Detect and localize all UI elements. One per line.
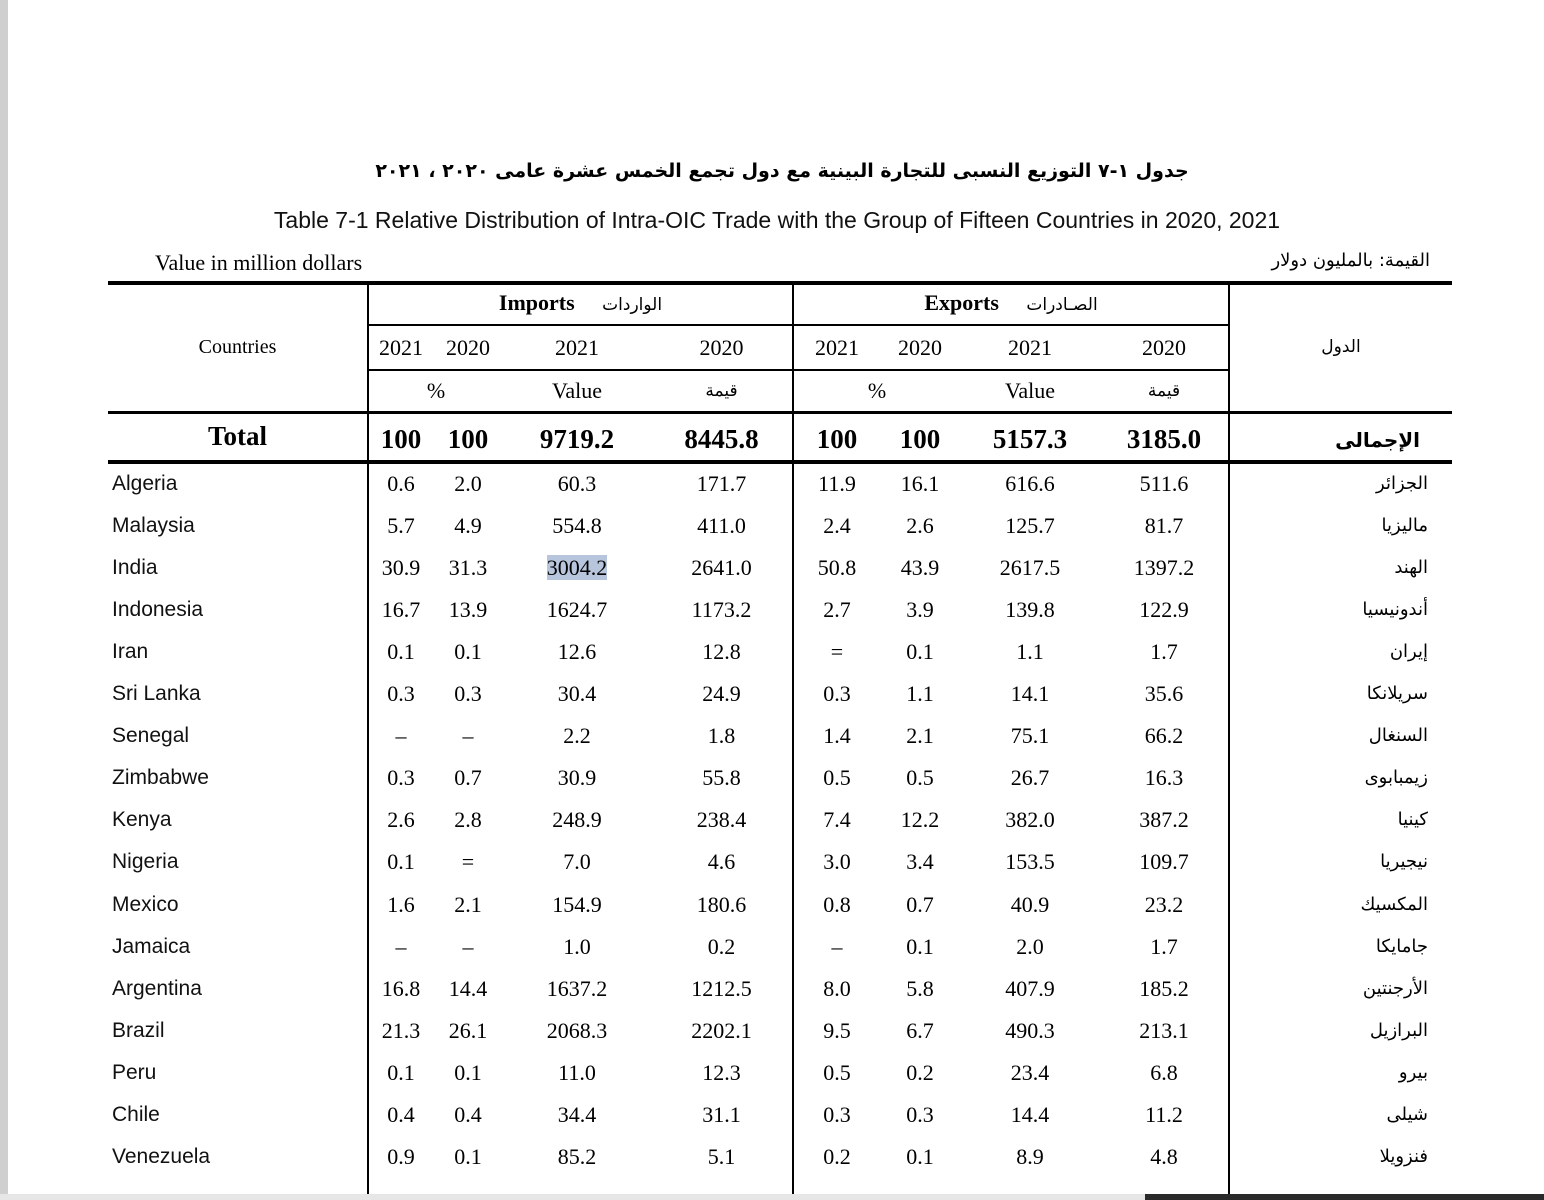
imports-cell: 31.3 xyxy=(448,555,488,580)
exports-cell: 8.9 xyxy=(1016,1144,1044,1169)
unit-note-english: Value in million dollars xyxy=(155,250,363,275)
country-name-arabic: الأرجنتين xyxy=(1362,978,1428,999)
total-imports-pct-2020: 100 xyxy=(447,424,489,454)
exports-cell: 14.4 xyxy=(1010,1102,1050,1127)
exports-cell: 8.0 xyxy=(823,976,851,1001)
header-imports-value: Value xyxy=(551,378,603,403)
exports-cell: 23.2 xyxy=(1144,892,1184,917)
exports-cell: 3.9 xyxy=(906,597,934,622)
country-name: Iran xyxy=(112,640,149,663)
exports-cell: 0.2 xyxy=(906,1060,934,1085)
column-divider-arabic xyxy=(1228,283,1230,1194)
imports-cell: 248.9 xyxy=(552,807,602,832)
country-name-arabic: إيران xyxy=(1389,641,1428,662)
exports-cell: 6.7 xyxy=(906,1018,934,1043)
total-exports-val-2020: 3185.0 xyxy=(1126,424,1202,454)
exports-cell: 3.4 xyxy=(906,849,934,874)
imports-cell: 55.8 xyxy=(702,765,741,790)
imports-cell: 31.1 xyxy=(702,1102,741,1127)
header-imports-value-ar: قيمة xyxy=(705,381,738,401)
header-exports-value: Value xyxy=(1004,378,1056,403)
country-name-arabic: جامايكا xyxy=(1375,936,1428,957)
group-header-rule xyxy=(369,324,1229,326)
imports-cell: 11.0 xyxy=(558,1060,596,1085)
imports-cell: 0.7 xyxy=(454,765,482,790)
country-name-arabic: أندونيسيا xyxy=(1362,599,1428,620)
exports-cell: 16.3 xyxy=(1144,765,1184,790)
total-exports-val-2021: 5157.3 xyxy=(992,424,1068,454)
header-exports-pct: % xyxy=(867,378,887,403)
header-countries-arabic: الدول xyxy=(1321,337,1361,357)
imports-cell: 1173.2 xyxy=(691,597,752,622)
exports-cell: 2.0 xyxy=(1016,934,1044,959)
country-name: Chile xyxy=(112,1103,160,1126)
exports-cell: 6.8 xyxy=(1150,1060,1178,1085)
exports-cell: 122.9 xyxy=(1139,597,1189,622)
imports-cell xyxy=(503,555,651,581)
exports-cell: 139.8 xyxy=(1005,597,1055,622)
country-name: Indonesia xyxy=(112,598,204,621)
exports-cell: 11.9 xyxy=(818,471,856,496)
country-name: Venezuela xyxy=(112,1145,211,1168)
exports-cell: 125.7 xyxy=(1005,513,1055,538)
unit-note-arabic: القيمة: بالمليون دولار xyxy=(1271,250,1430,271)
total-exports-pct-2021: 100 xyxy=(816,424,858,454)
exports-cell: 81.7 xyxy=(1144,513,1184,538)
exports-cell: 35.6 xyxy=(1144,681,1184,706)
imports-cell: 2.6 xyxy=(387,807,415,832)
exports-cell: 490.3 xyxy=(1005,1018,1055,1043)
total-label: Total xyxy=(207,421,268,451)
country-name-arabic: ماليزيا xyxy=(1381,515,1428,536)
imports-cell: 1.8 xyxy=(707,723,736,748)
country-name-arabic: الجزائر xyxy=(1376,473,1428,494)
country-name: Malaysia xyxy=(112,514,195,537)
imports-cell: 0.4 xyxy=(387,1102,415,1127)
exports-cell: 0.3 xyxy=(823,681,851,706)
imports-cell: 2.2 xyxy=(563,723,591,748)
country-name: Nigeria xyxy=(112,850,179,873)
exports-cell: 3.0 xyxy=(823,849,851,874)
header-exports-pct-2021: 2021 xyxy=(815,335,859,360)
imports-cell: 5.1 xyxy=(707,1144,736,1169)
header-imports-en: Imports xyxy=(498,290,575,315)
total-label-arabic: الإجمالى xyxy=(1335,428,1420,452)
header-exports-group xyxy=(794,290,1228,318)
imports-cell: 5.7 xyxy=(387,513,415,538)
exports-cell: 1.1 xyxy=(906,681,934,706)
header-imports-val-2020: 2020 xyxy=(699,335,744,360)
exports-cell: 2617.5 xyxy=(999,555,1061,580)
exports-cell: 1.1 xyxy=(1016,639,1044,664)
exports-cell: 0.5 xyxy=(823,1060,851,1085)
imports-cell: 2641.0 xyxy=(691,555,752,580)
exports-cell: 40.9 xyxy=(1010,892,1050,917)
imports-cell: 0.1 xyxy=(387,849,415,874)
exports-cell: 382.0 xyxy=(1005,807,1055,832)
country-name-arabic: بيرو xyxy=(1398,1062,1428,1083)
country-name-arabic: شيلى xyxy=(1386,1104,1428,1125)
imports-cell: 2202.1 xyxy=(691,1018,752,1043)
exports-cell: 1.4 xyxy=(823,723,851,748)
total-imports-pct-2021: 100 xyxy=(380,424,422,454)
header-bottom-rule xyxy=(108,411,1452,414)
imports-cell: 0.1 xyxy=(454,639,482,664)
exports-cell: 66.2 xyxy=(1144,723,1184,748)
imports-cell: – xyxy=(395,934,407,959)
imports-cell: 14.4 xyxy=(448,976,488,1001)
country-name: Jamaica xyxy=(112,935,191,958)
exports-cell: 9.5 xyxy=(823,1018,851,1043)
imports-cell: 171.7 xyxy=(696,471,747,496)
imports-cell: 0.3 xyxy=(387,765,415,790)
imports-cell: 1212.5 xyxy=(691,976,752,1001)
exports-cell: 0.1 xyxy=(906,639,934,664)
exports-cell: 0.5 xyxy=(906,765,934,790)
imports-cell: 2.8 xyxy=(454,807,482,832)
country-name: Zimbabwe xyxy=(112,766,209,789)
imports-cell: 16.8 xyxy=(381,976,421,1001)
country-name: Algeria xyxy=(112,472,178,495)
total-bottom-rule xyxy=(108,460,1452,464)
total-exports-pct-2020: 100 xyxy=(899,424,941,454)
exports-cell: 0.3 xyxy=(906,1102,934,1127)
selected-text: 3004.2 xyxy=(546,555,608,580)
imports-cell: 238.4 xyxy=(696,807,747,832)
imports-cell: 60.3 xyxy=(557,471,597,496)
table-top-rule xyxy=(108,281,1452,285)
imports-cell: 4.6 xyxy=(707,849,736,874)
exports-cell: 5.8 xyxy=(906,976,934,1001)
exports-cell: 0.8 xyxy=(823,892,851,917)
imports-cell: 0.9 xyxy=(387,1144,415,1169)
exports-cell: 0.1 xyxy=(906,1144,934,1169)
country-name: Kenya xyxy=(112,808,172,831)
imports-cell: 30.9 xyxy=(557,765,597,790)
imports-cell: – xyxy=(462,934,474,959)
imports-cell: 1.6 xyxy=(387,892,415,917)
imports-cell: – xyxy=(462,723,474,748)
country-name: Mexico xyxy=(112,893,179,916)
imports-cell: 1624.7 xyxy=(546,597,608,622)
country-name: Brazil xyxy=(112,1019,165,1042)
exports-cell: 0.1 xyxy=(906,934,934,959)
header-exports-val-2020: 2020 xyxy=(1142,335,1186,360)
imports-cell: 0.3 xyxy=(454,681,482,706)
header-imports-group xyxy=(369,290,792,318)
viewer-scrollbar[interactable] xyxy=(1145,1194,1544,1200)
imports-cell: 0.1 xyxy=(454,1060,482,1085)
imports-cell: 0.1 xyxy=(454,1144,482,1169)
table-title-english: Table 7-1 Relative Distribution of Intra-OIC Trade with the Group of Fifteen Countries in 2020, 2021 xyxy=(273,207,1281,233)
country-name: India xyxy=(112,556,158,579)
exports-cell: 16.1 xyxy=(900,471,940,496)
exports-cell: 109.7 xyxy=(1139,849,1189,874)
exports-cell: 1.7 xyxy=(1150,934,1178,959)
country-name-arabic: المكسيك xyxy=(1360,894,1428,915)
exports-cell: 1.7 xyxy=(1150,639,1178,664)
imports-cell: 0.1 xyxy=(387,1060,415,1085)
total-imports-val-2021: 9719.2 xyxy=(539,424,615,454)
country-name-arabic: فنزويلا xyxy=(1379,1146,1428,1167)
country-name: Sri Lanka xyxy=(112,682,201,705)
imports-cell: 0.3 xyxy=(387,681,415,706)
imports-cell: 21.3 xyxy=(381,1018,421,1043)
imports-cell: 0.2 xyxy=(707,934,736,959)
exports-cell: 616.6 xyxy=(1005,471,1055,496)
total-imports-val-2020: 8445.8 xyxy=(684,424,759,454)
country-name: Senegal xyxy=(112,724,190,747)
imports-cell: 180.6 xyxy=(696,892,747,917)
imports-cell: 1.0 xyxy=(563,934,591,959)
exports-cell: 1397.2 xyxy=(1133,555,1195,580)
imports-cell: 26.1 xyxy=(448,1018,488,1043)
country-name: Argentina xyxy=(112,977,202,1000)
exports-cell: 26.7 xyxy=(1010,765,1050,790)
exports-cell: 2.4 xyxy=(823,513,851,538)
exports-cell: 50.8 xyxy=(817,555,857,580)
imports-cell: 411.0 xyxy=(697,513,746,538)
exports-cell: – xyxy=(831,934,843,959)
country-name-arabic: نيجيريا xyxy=(1380,851,1428,872)
imports-cell: 4.9 xyxy=(454,513,482,538)
imports-cell: 12.3 xyxy=(702,1060,741,1085)
header-exports-value-ar: قيمة xyxy=(1147,381,1181,401)
exports-cell: 75.1 xyxy=(1010,723,1050,748)
exports-cell: 43.9 xyxy=(900,555,940,580)
exports-cell: 407.9 xyxy=(1005,976,1055,1001)
imports-cell: 0.4 xyxy=(454,1102,482,1127)
exports-cell: 0.5 xyxy=(823,765,851,790)
imports-cell: 13.9 xyxy=(448,597,488,622)
header-exports-pct-2020: 2020 xyxy=(898,335,942,360)
imports-cell: 2.0 xyxy=(454,471,482,496)
exports-cell: 185.2 xyxy=(1139,976,1189,1001)
imports-cell: 30.4 xyxy=(557,681,597,706)
header-imports-pct-2021: 2021 xyxy=(379,335,423,360)
imports-cell: 0.1 xyxy=(387,639,415,664)
imports-cell: 554.8 xyxy=(552,513,602,538)
exports-cell: 12.2 xyxy=(900,807,940,832)
header-exports-en: Exports xyxy=(924,290,999,315)
exports-cell: 2.7 xyxy=(823,597,851,622)
country-name-arabic: السنغال xyxy=(1368,725,1428,746)
exports-cell: 4.8 xyxy=(1150,1144,1178,1169)
exports-cell: 2.1 xyxy=(906,723,934,748)
country-name-arabic: سريلانكا xyxy=(1366,683,1428,704)
imports-cell: 2.1 xyxy=(454,892,482,917)
exports-cell: 153.5 xyxy=(1005,849,1055,874)
exports-cell: = xyxy=(830,639,844,664)
exports-cell: 387.2 xyxy=(1139,807,1189,832)
year-header-rule xyxy=(369,369,1229,371)
imports-cell: 1637.2 xyxy=(546,976,608,1001)
exports-cell: 7.4 xyxy=(823,807,851,832)
exports-cell: 0.3 xyxy=(823,1102,851,1127)
country-name-arabic: كينيا xyxy=(1397,809,1428,830)
country-name: Peru xyxy=(112,1061,157,1084)
exports-cell: 14.1 xyxy=(1010,681,1050,706)
imports-cell: – xyxy=(395,723,407,748)
imports-cell: 12.6 xyxy=(557,639,597,664)
exports-cell: 213.1 xyxy=(1139,1018,1189,1043)
imports-cell: 154.9 xyxy=(552,892,602,917)
header-countries: Countries xyxy=(198,336,277,358)
exports-cell: 0.2 xyxy=(823,1144,851,1169)
header-imports-ar: الواردات xyxy=(602,295,663,315)
exports-cell: 511.6 xyxy=(1139,471,1189,496)
country-name-arabic: الهند xyxy=(1394,557,1428,578)
country-name-arabic: البرازيل xyxy=(1369,1020,1428,1041)
table-title-arabic: جدول ١-٧ التوزيع النسبى للتجارة البينية مع دول تجمع الخمس عشرة عامى ٢٠٢٠ ، ٢٠٢١ xyxy=(375,160,1189,182)
header-imports-pct: % xyxy=(426,378,446,403)
exports-cell: 23.4 xyxy=(1010,1060,1050,1085)
imports-cell: 0.6 xyxy=(387,471,415,496)
exports-cell: 0.7 xyxy=(906,892,934,917)
header-imports-val-2021: 2021 xyxy=(555,335,599,360)
header-exports-ar: الصـادرات xyxy=(1026,295,1098,315)
header-imports-pct-2020: 2020 xyxy=(446,335,490,360)
imports-cell: 24.9 xyxy=(702,681,741,706)
imports-cell: 16.7 xyxy=(381,597,421,622)
header-exports-val-2021: 2021 xyxy=(1008,335,1052,360)
imports-cell: 12.8 xyxy=(702,639,741,664)
country-name-arabic: زيمبابوى xyxy=(1364,767,1428,788)
imports-cell: 2068.3 xyxy=(546,1018,608,1043)
exports-cell: 11.2 xyxy=(1145,1102,1183,1127)
imports-cell: = xyxy=(461,849,475,874)
imports-cell: 85.2 xyxy=(557,1144,597,1169)
imports-cell: 30.9 xyxy=(381,555,421,580)
exports-cell: 2.6 xyxy=(906,513,934,538)
imports-cell: 7.0 xyxy=(563,849,591,874)
imports-cell: 34.4 xyxy=(557,1102,597,1127)
